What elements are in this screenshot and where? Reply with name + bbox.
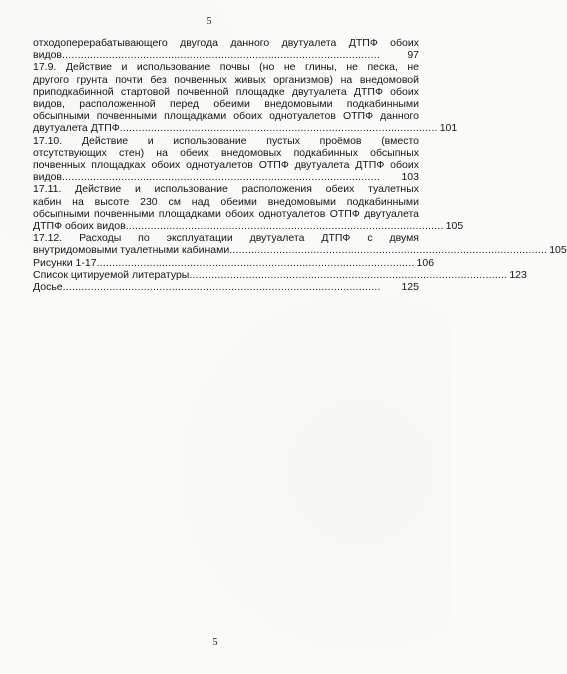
toc-entry-dossier: [33, 281, 419, 293]
toc-entry-leader-line: [33, 244, 567, 257]
toc-entry-bibliography: [33, 268, 527, 281]
toc-entry-leader-line: [33, 122, 458, 135]
bottom-page-number: 5: [212, 637, 218, 648]
toc-page-number: 97: [407, 49, 419, 62]
top-page-number: 5: [206, 16, 212, 27]
toc-entry-line: 17.9. Действие и использование почвы (но не глины, не песка, не: [33, 61, 419, 74]
dot-leader: ......................................................................................................: [62, 281, 381, 294]
toc-entry-line: обсыпными почвенными площадками обоих однотуалетов ОТПФ двутуалета: [33, 207, 419, 220]
toc-entry-line: 17.11. Действие и использование расположения обеих туалетных: [33, 183, 419, 196]
toc-entry-figures: [33, 256, 435, 269]
toc-entry-line: отходоперерабатывающего двугода данного двутуалета ДТПФ обоих: [33, 37, 419, 49]
toc-entry-line: другого грунта почти без почвенных живых организмов) на внедомовой: [33, 73, 419, 86]
toc-entry-17-11: [33, 183, 464, 233]
toc-entry-line: обсыпными почвенными площадками обоих однотуалетов ОТПФ данного: [33, 110, 419, 123]
toc-entry-17-10: [33, 135, 419, 184]
dot-leader: ......................................................................................................: [62, 49, 380, 62]
toc-entry-line: отсутствующих стен) на обеих внедомовых подкабинных обсыпных: [33, 146, 419, 159]
toc-entry-line: почвенных площадках обоих однотуалетов ОТПФ двутуалета ДТПФ обоих: [33, 159, 419, 172]
toc-page-number: 105: [445, 220, 464, 233]
toc-entry-leader-line: [33, 220, 464, 233]
toc-entry-label: Досье: [33, 281, 63, 294]
toc-entry-continuation: [33, 37, 419, 61]
dot-leader: ......................................................................................................: [229, 244, 548, 257]
toc-page-number: 101: [439, 122, 458, 135]
toc-entry-line: видов: [33, 171, 62, 184]
toc-entry-line: 17.12. Расходы по эксплуатации двутуалета ДТПФ с двумя: [33, 232, 419, 245]
toc-entry-label: Список цитируемой литературы: [33, 268, 190, 281]
dot-leader: ......................................................................................................: [96, 256, 415, 269]
toc-page-number: 123: [509, 268, 527, 281]
dot-leader: ......................................................................................................: [119, 122, 438, 135]
table-of-contents: [33, 37, 567, 294]
toc-entry-17-12: [33, 232, 567, 257]
toc-entry-label: Рисунки 1-17: [33, 256, 97, 269]
toc-entry-line: видов: [33, 49, 62, 62]
toc-entry-leader-line: [33, 49, 419, 61]
toc-entry-line: ДТПФ обоих видов: [33, 220, 126, 233]
toc-entry-line: 17.10. Действие и использование пустых проёмов (вместо: [33, 134, 419, 147]
toc-entry-line: кабин на высоте 230 см над обеими внедомовыми подкабинными: [33, 195, 419, 208]
dot-leader: ......................................................................................................: [189, 268, 508, 281]
toc-page-number: 125: [401, 281, 419, 294]
toc-page-number: 103: [401, 171, 419, 184]
toc-entry-line: видов, расположенной перед обеими внедомовыми подкабинными: [33, 98, 419, 111]
toc-page-number: 105: [549, 244, 567, 257]
toc-entry-line: внутридомовыми туалетными кабинами: [33, 244, 230, 257]
toc-entry-leader-line: [33, 171, 419, 183]
toc-entry-17-9: [33, 61, 458, 135]
dot-leader: ......................................................................................................: [62, 171, 380, 184]
toc-entry-line: двутуалета ДТПФ: [33, 122, 120, 135]
toc-page-number: 106: [416, 256, 435, 269]
toc-entry-line: приподкабинной стартовой почвенной площадке двутуалета ДТПФ обоих: [33, 85, 419, 98]
dot-leader: ......................................................................................................: [125, 220, 444, 233]
